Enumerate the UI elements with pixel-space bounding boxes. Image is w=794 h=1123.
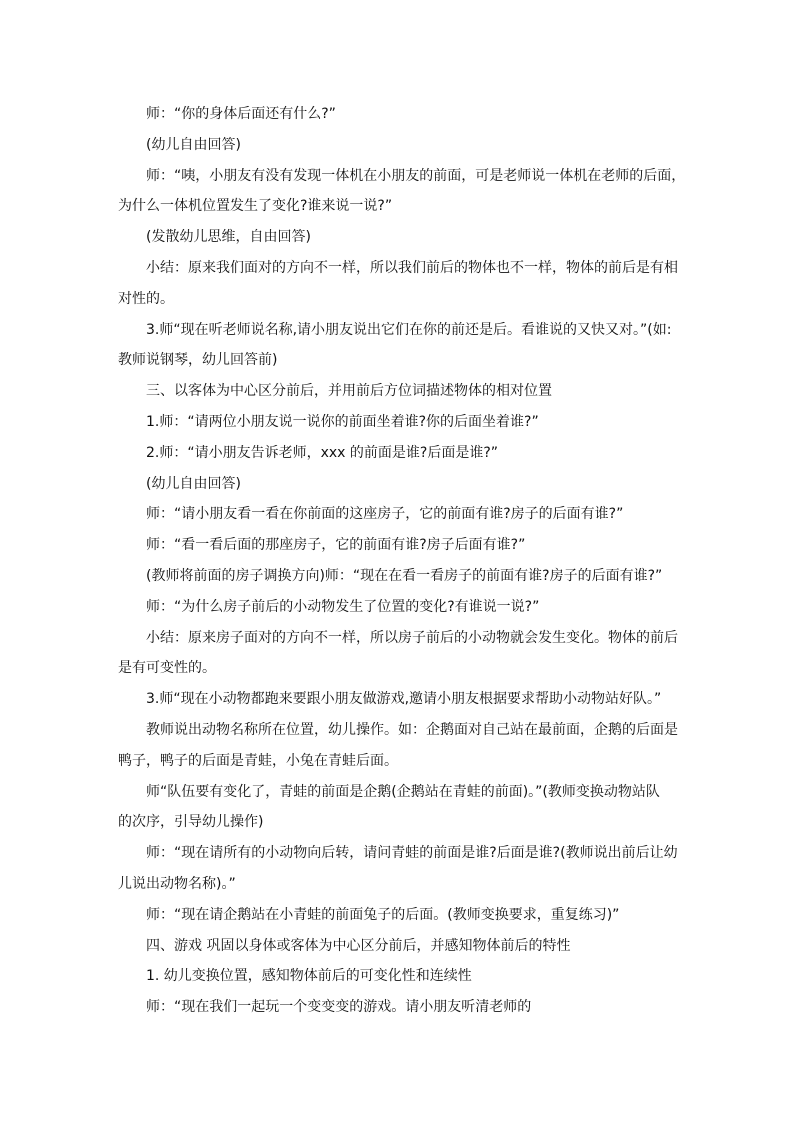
text-line: 的次序，引导幼儿操作) bbox=[118, 814, 264, 830]
text-line: 为什么一体机位置发生了变化?谁来说一说?” bbox=[118, 198, 393, 214]
text-line: (幼儿自由回答) bbox=[146, 476, 241, 492]
text-line: 师：“看一看后面的那座房子，它的前面有谁?房子后面有谁?” bbox=[146, 537, 526, 553]
text-line: 3.师“现在小动物都跑来要跟小朋友做游戏,邀请小朋友根据要求帮助小动物站好队。” bbox=[146, 691, 662, 707]
text-line: 对性的。 bbox=[118, 291, 174, 307]
text-line: 1. 幼儿变换位置，感知物体前后的可变化性和连续性 bbox=[146, 968, 472, 984]
text-line: 师“队伍要有变化了，青蛙的前面是企鹅(企鹅站在青蛙的前面)。”(教师变换动物站队 bbox=[146, 784, 660, 800]
text-line: 教师说钢琴，幼儿回答前) bbox=[118, 352, 278, 368]
text-line: 教师说出动物名称所在位置，幼儿操作。如：企鹅面对自己站在最前面，企鹅的后面是 bbox=[146, 722, 678, 738]
text-line: (幼儿自由回答) bbox=[146, 137, 241, 153]
text-line: 师：“现在我们一起玩一个变变变的游戏。请小朋友听清老师的 bbox=[146, 999, 532, 1015]
text-line: 小结：原来我们面对的方向不一样，所以我们前后的物体也不一样，物体的前后是有相 bbox=[146, 260, 678, 276]
text-line: 师：“现在请所有的小动物向后转，请问青蛙的前面是谁?后面是谁?(教师说出前后让幼 bbox=[146, 845, 678, 861]
text-line: 师：“请小朋友看一看在你前面的这座房子，它的前面有谁?房子的后面有谁?” bbox=[146, 506, 624, 522]
text-line: 鸭子，鸭子的后面是青蛙，小兔在青蛙后面。 bbox=[118, 753, 398, 769]
text-line: 师：“为什么房子前后的小动物发生了位置的变化?有谁说一说?” bbox=[146, 599, 540, 615]
text-line: 师：“你的身体后面还有什么?” bbox=[146, 106, 336, 122]
text-line: (发散幼儿思维，自由回答) bbox=[146, 229, 311, 245]
section-heading: 三、以客体为中心区分前后，并用前后方位词描述物体的相对位置 bbox=[146, 383, 552, 399]
section-heading: 四、游戏 巩固以身体或客体为中心区分前后，并感知物体前后的特性 bbox=[146, 938, 571, 954]
text-line: 3.师“现在听老师说名称,请小朋友说出它们在你的前还是后。看谁说的又快又对。”(如: bbox=[146, 322, 672, 338]
text-line: 2.师：“请小朋友告诉老师，xxx 的前面是谁?后面是谁?” bbox=[146, 445, 499, 461]
text-line: 1.师：“请两位小朋友说一说你的前面坐着谁?你的后面坐着谁?” bbox=[146, 414, 539, 430]
text-line: 小结：原来房子面对的方向不一样，所以房子前后的小动物就会发生变化。物体的前后 bbox=[146, 630, 678, 646]
text-line: 师：“现在请企鹅站在小青蛙的前面兔子的后面。(教师变换要求，重复练习)” bbox=[146, 907, 620, 923]
text-line: 儿说出动物名称)。” bbox=[118, 876, 236, 892]
text-line: 是有可变性的。 bbox=[118, 660, 216, 676]
text-line: 师：“咦，小朋友有没有发现一体机在小朋友的前面，可是老师说一体机在老师的后面， bbox=[146, 168, 686, 184]
text-line: (教师将前面的房子调换方向)师：“现在在看一看房子的前面有谁?房子的后面有谁?” bbox=[146, 568, 663, 584]
